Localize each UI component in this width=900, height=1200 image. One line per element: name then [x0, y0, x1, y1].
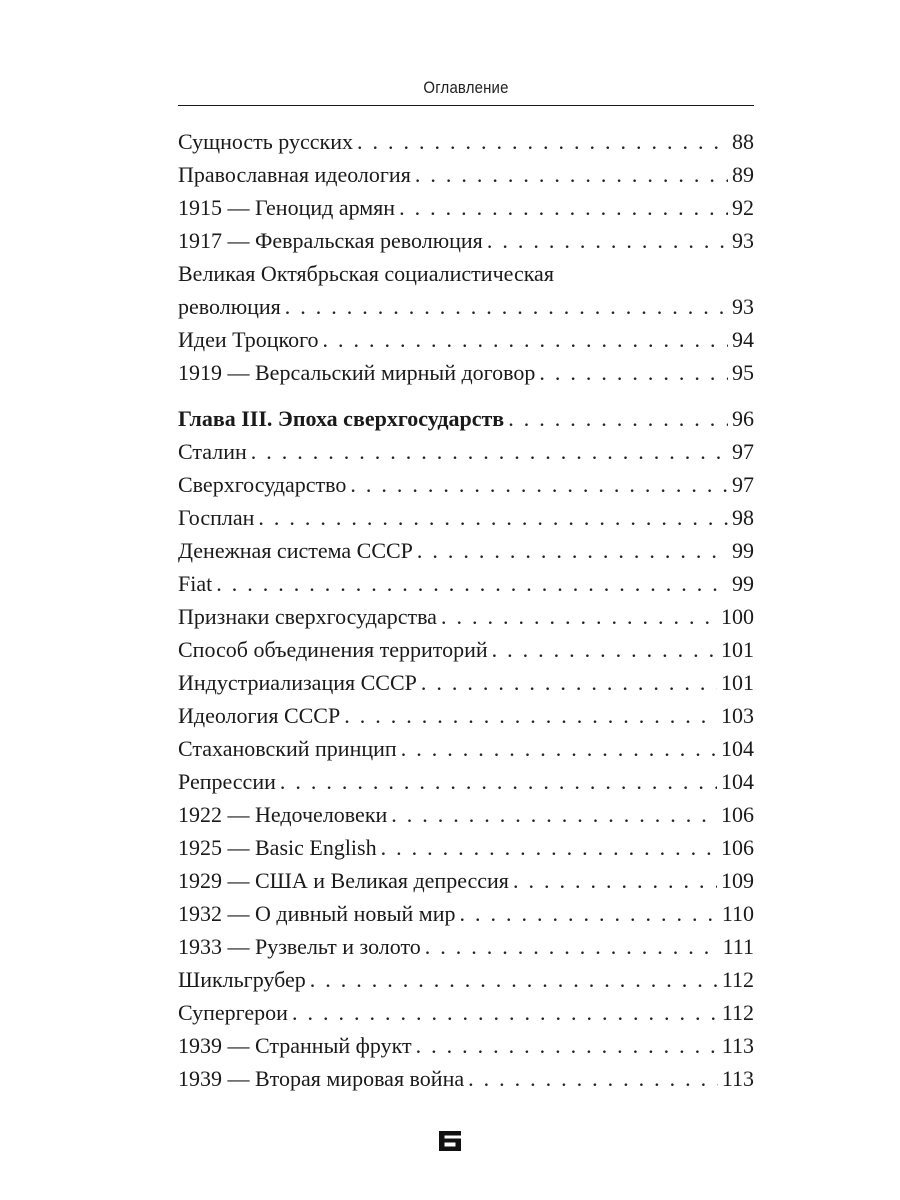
- toc-entry: [178, 732, 754, 765]
- toc-entry-page: 106: [721, 835, 754, 860]
- toc-entry: [178, 323, 754, 356]
- toc-entry: [178, 666, 754, 699]
- toc-entry-title: Идеи Троцкого: [178, 327, 319, 352]
- toc-entry-title: 1933 — Рузвельт и золото: [178, 934, 421, 959]
- dot-leader: [535, 356, 728, 389]
- toc-entry-page: 113: [721, 1066, 754, 1091]
- dot-leader: [387, 798, 717, 831]
- toc-entry: [178, 435, 754, 468]
- dot-leader: [276, 765, 717, 798]
- header-rule: [178, 105, 754, 106]
- toc-entry-title: Fiat: [178, 571, 213, 596]
- dot-leader: [413, 534, 728, 567]
- dot-leader: [212, 567, 728, 600]
- toc-entry: [178, 224, 754, 257]
- dot-leader: [397, 732, 717, 765]
- toc-entry-title: 1915 — Геноцид армян: [178, 195, 396, 220]
- toc-entry-title: Стахановский принцип: [178, 736, 397, 761]
- toc-entry-page: 109: [721, 868, 754, 893]
- toc-group-2: [178, 323, 754, 389]
- toc-entry-page: 98: [732, 505, 754, 530]
- toc-entry-title: 1939 — Странный фрукт: [178, 1033, 412, 1058]
- toc-entry-title: Способ объединения территорий: [178, 637, 488, 662]
- dot-leader: [281, 290, 728, 323]
- toc-entry: [178, 501, 754, 534]
- toc-entry: [178, 356, 754, 389]
- toc-entry: [178, 765, 754, 798]
- dot-leader: [411, 158, 728, 191]
- toc-entry-title: Супергерои: [178, 1000, 288, 1025]
- toc-entry: [178, 1029, 754, 1062]
- toc-entry-title: 1917 — Февральская революция: [178, 228, 483, 253]
- toc-entry-page: 101: [721, 670, 754, 695]
- toc-entry-page: 95: [732, 360, 754, 385]
- toc-chapter-page: 96: [732, 406, 754, 431]
- dot-leader: [437, 600, 717, 633]
- toc-entry-page: 99: [732, 571, 754, 596]
- toc-entry-title: 1925 — Basic English: [178, 835, 377, 860]
- toc-entry-title: 1939 — Вторая мировая война: [178, 1066, 465, 1091]
- toc-entry-page: 97: [732, 472, 754, 497]
- toc-entry: [178, 158, 754, 191]
- toc-entry-title: Сущность русских: [178, 129, 354, 154]
- toc-entry-wrapped-line-2: [178, 290, 754, 323]
- toc-group-1: [178, 125, 754, 257]
- toc-entry-title: революция: [178, 294, 281, 319]
- toc-entry: [178, 699, 754, 732]
- dot-leader: [306, 963, 718, 996]
- dot-leader: [346, 468, 728, 501]
- dot-leader: [247, 435, 728, 468]
- toc-entry: [178, 831, 754, 864]
- toc-entry: [178, 534, 754, 567]
- dot-leader: [504, 402, 728, 435]
- dot-leader: [455, 897, 717, 930]
- toc-entry-page: 93: [732, 228, 754, 253]
- toc-entry-page: 106: [721, 802, 754, 827]
- toc-entry-page: 97: [732, 439, 754, 464]
- toc-entry-page: 99: [732, 538, 754, 563]
- dot-leader: [488, 633, 717, 666]
- toc-entry: [178, 798, 754, 831]
- toc-entry-page: 103: [721, 703, 754, 728]
- toc-entry-page: 111: [722, 934, 754, 959]
- dot-leader: [509, 864, 717, 897]
- toc-entry: [178, 125, 754, 158]
- toc-entry-title: Сверхгосударство: [178, 472, 347, 497]
- toc-entry-page: 101: [721, 637, 754, 662]
- dot-leader: [254, 501, 728, 534]
- toc-entry-page: 92: [732, 195, 754, 220]
- toc-entry-page: 104: [721, 769, 754, 794]
- toc-entry: [178, 567, 754, 600]
- toc-entry-title: Денежная система СССР: [178, 538, 413, 563]
- toc-entry: [178, 897, 754, 930]
- toc-entry: [178, 864, 754, 897]
- toc-entry-page: 112: [721, 1000, 754, 1025]
- chapter-spacer: [178, 389, 754, 402]
- dot-leader: [319, 323, 728, 356]
- toc-group-3: [178, 435, 754, 1095]
- toc-entry: [178, 963, 754, 996]
- toc-entry-page: 104: [721, 736, 754, 761]
- toc-entry-title: Сталин: [178, 439, 247, 464]
- toc-entry: [178, 1062, 754, 1095]
- toc-entry: [178, 633, 754, 666]
- toc-entry: [178, 191, 754, 224]
- toc-entry-title: Признаки сверхгосударства: [178, 604, 437, 629]
- toc-entry-title: Православная идеология: [178, 162, 411, 187]
- toc-entry-wrapped-line-1: [178, 257, 754, 290]
- toc-entry-title: Великая Октябрьская социалистическая: [178, 261, 554, 286]
- running-head: Оглавление: [423, 78, 509, 97]
- toc-entry-page: 94: [732, 327, 754, 352]
- dot-leader: [483, 224, 728, 257]
- page-number: [438, 1130, 462, 1152]
- toc-entry-page: 88: [732, 129, 754, 154]
- page-number-glyph: [439, 1131, 461, 1151]
- toc-entry-title: 1919 — Версальский мирный договор: [178, 360, 536, 385]
- toc-entry-title: Идеология СССР: [178, 703, 341, 728]
- toc-entry: [178, 930, 754, 963]
- toc-entry-wrapped: [178, 257, 754, 323]
- table-of-contents: [178, 125, 754, 1095]
- dot-leader: [353, 125, 728, 158]
- dot-leader: [340, 699, 717, 732]
- toc-entry-page: 100: [721, 604, 754, 629]
- toc-entry-title: Госплан: [178, 505, 255, 530]
- toc-entry-title: 1922 — Недочеловеки: [178, 802, 388, 827]
- dot-leader: [288, 996, 718, 1029]
- dot-leader: [421, 930, 719, 963]
- toc-chapter-heading: [178, 402, 754, 435]
- toc-entry-title: Индустриализация СССР: [178, 670, 417, 695]
- toc-chapter-title: Глава III. Эпоха сверхгосударств: [178, 406, 505, 431]
- dot-leader: [395, 191, 728, 224]
- toc-entry: [178, 996, 754, 1029]
- dot-leader: [412, 1029, 718, 1062]
- toc-entry-page: 110: [721, 901, 754, 926]
- toc-entry-page: 113: [721, 1033, 754, 1058]
- toc-entry: [178, 600, 754, 633]
- toc-entry-title: Репрессии: [178, 769, 276, 794]
- toc-entry: [178, 468, 754, 501]
- dot-leader: [377, 831, 717, 864]
- toc-entry-title: 1932 — О дивный новый мир: [178, 901, 456, 926]
- dot-leader: [417, 666, 717, 699]
- dot-leader: [464, 1062, 718, 1095]
- toc-entry-title: Шикльгрубер: [178, 967, 306, 992]
- toc-entry-page: 89: [732, 162, 754, 187]
- toc-entry-title: 1929 — США и Великая депрессия: [178, 868, 509, 893]
- toc-entry-page: 112: [721, 967, 754, 992]
- toc-entry-page: 93: [732, 294, 754, 319]
